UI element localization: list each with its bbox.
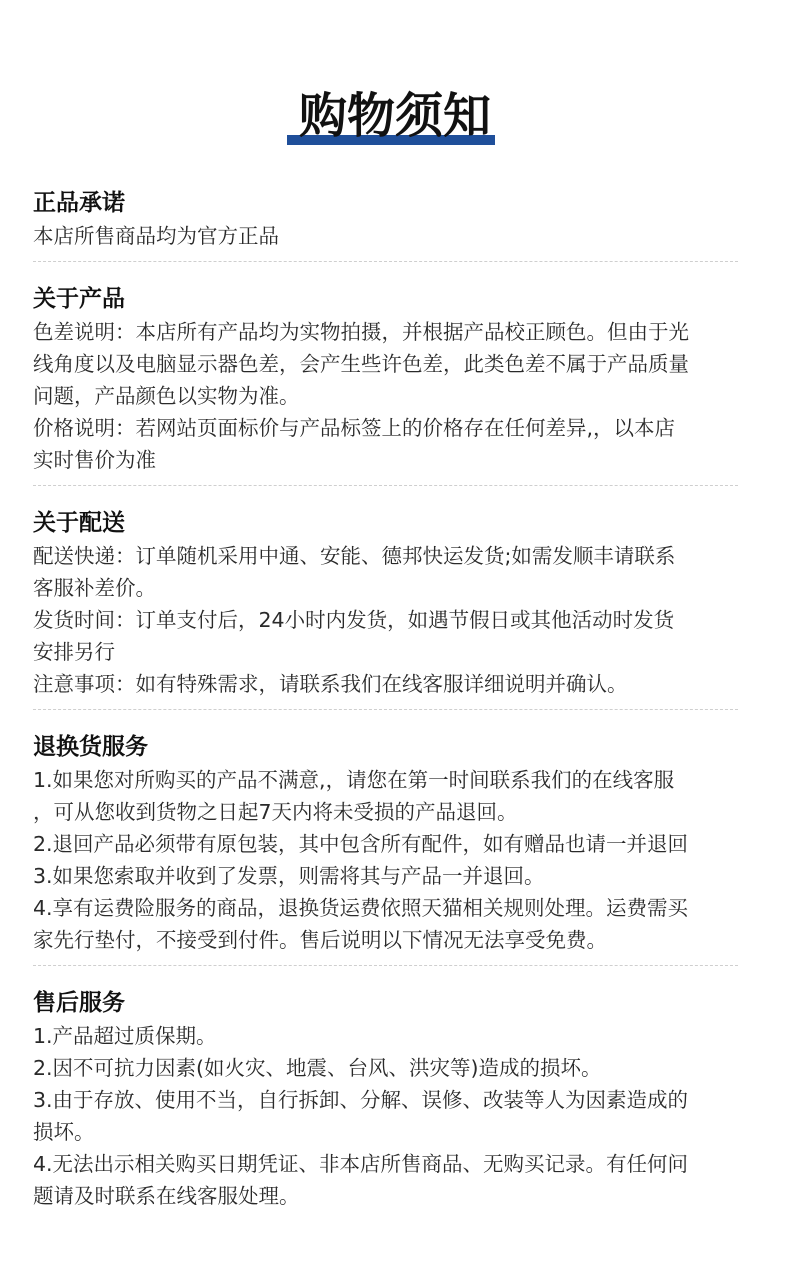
section-heading: 退换货服务 [33,734,148,760]
section-genuine-promise [33,186,758,252]
section-line: 问题，产品颜色以实物为准。 [33,384,300,408]
section-heading: 关于配送 [33,510,125,536]
notice-content [33,186,758,1212]
section-line: 4.享有运费险服务的商品，退换货运费依照天猫相关规则处理。运费需买 [33,896,689,920]
section-line: 发货时间：订单支付后，24小时内发货，如遇节假日或其他活动时发货 [33,608,675,632]
section-line: 价格说明：若网站页面标价与产品标签上的价格存在任何差异,，以本店 [33,416,676,440]
section-divider [33,261,738,262]
section-line: 色差说明：本店所有产品均为实物拍摄，并根据产品校正顾色。但由于光 [33,320,689,344]
section-line: 3.如果您索取并收到了发票，则需将其与产品一并退回。 [33,864,545,888]
section-line: 1.如果您对所购买的产品不满意,，请您在第一时间联系我们的在线客服 [33,768,675,792]
section-about-product [33,282,758,476]
section-divider [33,965,738,966]
section-line: 配送快递：订单随机采用中通、安能、德邦快运发货;如需发顺丰请联系 [33,544,676,568]
section-line: 家先行垫付，不接受到付件。售后说明以下情况无法享受免费。 [33,928,607,952]
section-line: 安排另行 [33,640,115,664]
section-divider [33,485,738,486]
section-line: 1.产品超过质保期。 [33,1024,217,1048]
section-line: 2.因不可抗力因素(如火灾、地震、台风、洪灾等)造成的损坏。 [33,1056,602,1080]
section-line: 2.退回产品必须带有原包装，其中包含所有配件，如有赠品也请一并退回 [33,832,689,856]
section-heading: 正品承诺 [33,190,125,216]
section-line: 实时售价为准 [33,448,156,472]
section-line: 题请及时联系在线客服处理。 [33,1184,300,1208]
section-line: 4.无法出示相关购买日期凭证、非本店所售商品、无购买记录。有任何问 [33,1152,689,1176]
section-heading: 售后服务 [33,990,125,1016]
section-line: 注意事项：如有特殊需求，请联系我们在线客服详细说明并确认。 [33,672,628,696]
section-line: 线角度以及电脑显示器色差，会产生些许色差，此类色差不属于产品质量 [33,352,689,376]
section-about-delivery [33,506,758,700]
section-return-exchange [33,730,758,956]
section-divider [33,709,738,710]
section-after-sales [33,986,758,1212]
section-heading: 关于产品 [33,286,125,312]
title-wrapper [0,86,790,146]
section-line: ，可从您收到货物之日起7天内将未受损的产品退回。 [33,800,518,824]
section-line: 本店所售商品均为官方正品 [33,224,279,248]
section-line: 损坏。 [33,1120,95,1144]
section-line: 3.由于存放、使用不当，自行拆卸、分解、误修、改装等人为因素造成的 [33,1088,689,1112]
page-title: 购物须知 [298,88,491,144]
section-line: 客服补差价。 [33,576,156,600]
